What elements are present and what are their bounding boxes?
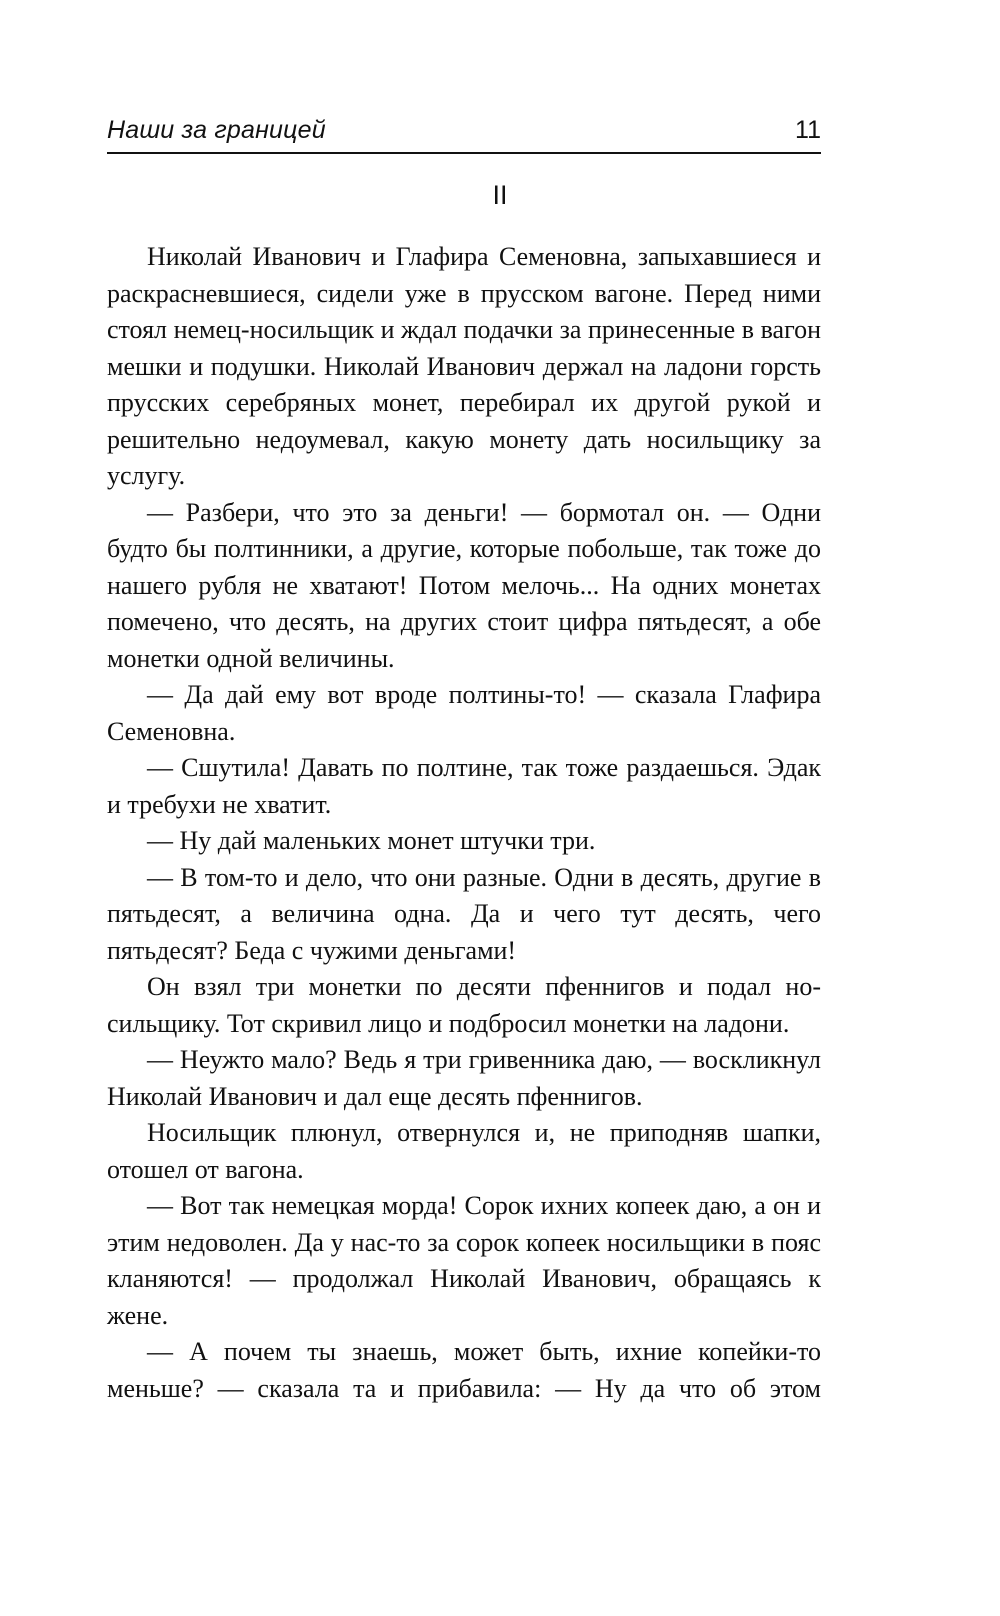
paragraph: Он взял три монетки по десяти пфеннигов и подал носильщику. Тот скривил лицо и подбросил монетки на ладони.: [107, 972, 821, 1038]
body-text: [107, 239, 821, 1407]
paragraph: — А почем ты знаешь, может быть, ихние копейки-то меньше? — сказала та и прибавила: — Ну да что об этом: [107, 1337, 821, 1403]
chapter-number: II: [492, 180, 508, 210]
paragraph: — Сшутила! Давать по полтине, так тоже раздаешься. Эдак и требухи не хватит.: [107, 753, 821, 819]
paragraph: Николай Иванович и Глафира Семеновна, запыхавшиеся и раскрасневшиеся, сидели уже в прусском вагоне. Перед ними стоял немец-носильщик и ждал подачки за принесенные в вагон мешки и подушки. Николай Иванович держал на ладони горсть прусских серебряных монет, перебирал их другой рукой и решительно недоумевал, какую монету дать носильщику за услугу.: [107, 242, 821, 490]
paragraph: — В том-то и дело, что они разные. Одни в десять, другие в пятьдесят, а величина одна. Да и чего тут десять, чего пятьдесят? Беда с чужими деньгами!: [107, 862, 821, 965]
running-head: [107, 112, 821, 154]
paragraph: — Вот так немецкая морда! Сорок ихних копеек даю, а он и этим недоволен. Да у нас-то за сорок копеек носильщики в пояс кланяются! — продолжал Николай Иванович, обращаясь к жене.: [107, 1191, 821, 1330]
paragraph: — Неужто мало? Ведь я три гривенника даю, — воскликнул Николай Иванович и дал еще десять пфеннигов.: [107, 1045, 821, 1111]
paragraph: — Разбери, что это за деньги! — бормотал он. — Одни будто бы полтинники, а другие, которые побольше, так тоже до нашего рубля не хватают! Потом мелочь... На одних монетах помечено, что десять, на других стоит цифра пятьдесят, а обе монетки одной величины.: [107, 497, 821, 673]
paragraph: Носильщик плюнул, отвернулся и, не приподняв шапки, отошел от вагона.: [107, 1118, 821, 1184]
paragraph: — Ну дай маленьких монет штучки три.: [147, 826, 596, 855]
book-title: Наши за границей: [107, 116, 326, 144]
paragraph: — Да дай ему вот вроде полтины-то! — сказала Глафира Семеновна.: [107, 680, 821, 746]
page-number: 11: [795, 116, 821, 144]
